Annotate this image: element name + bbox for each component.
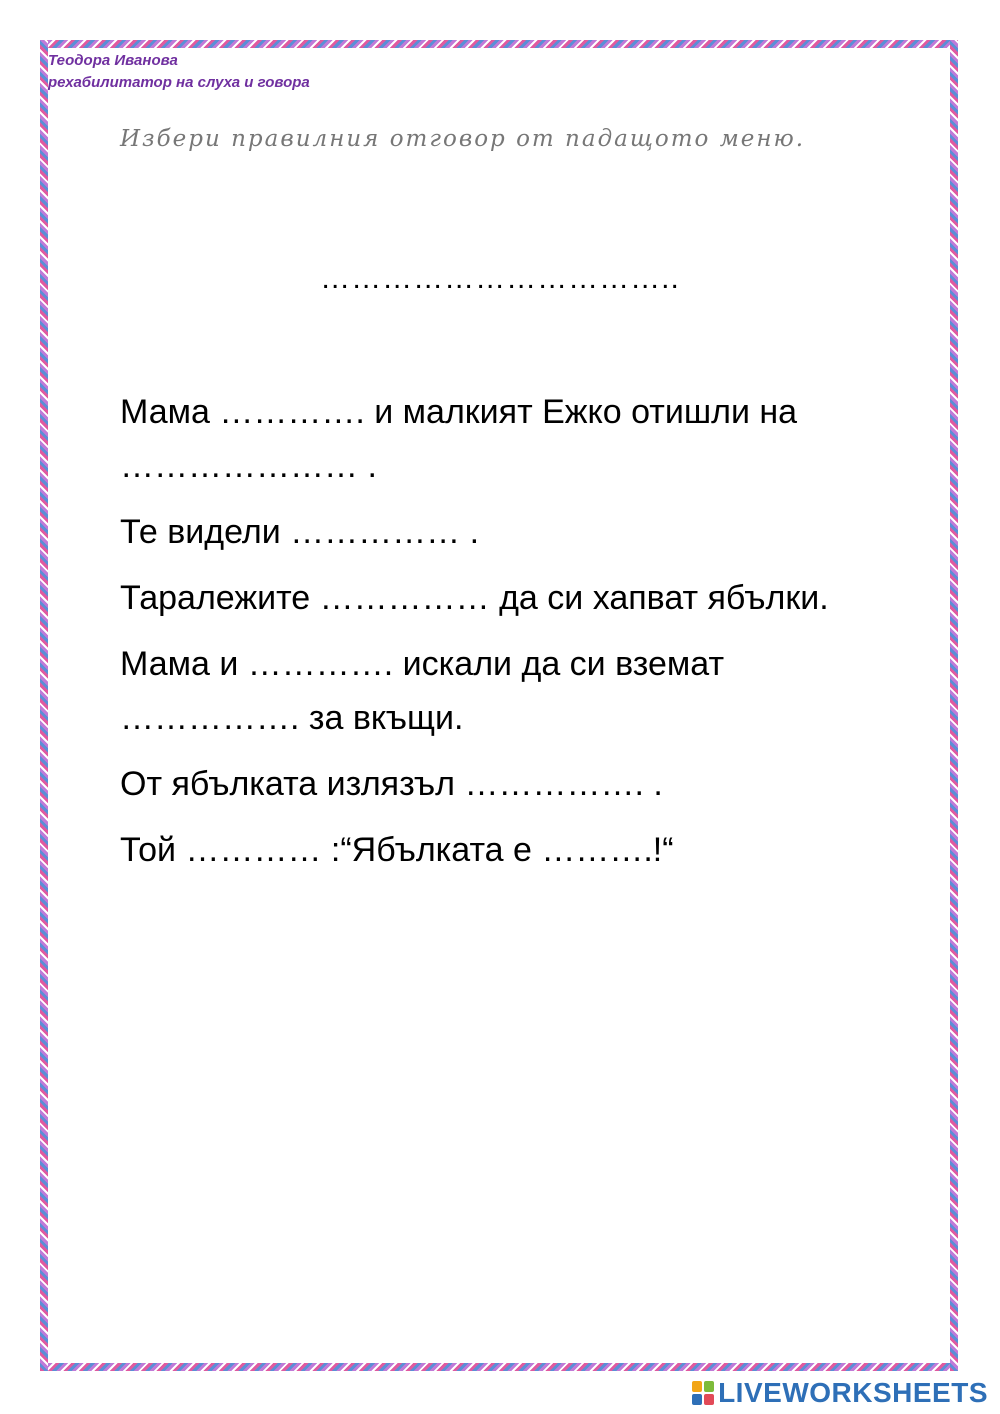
title-blank[interactable]: …………………………….. (320, 262, 680, 295)
liveworksheets-logo (692, 1378, 988, 1408)
brand-name: LIVEWORKSHEETS (718, 1377, 988, 1408)
story-line-6: Той ………… :“Ябълката е ……….!“ (120, 831, 674, 869)
story-line-2: Те видели …………… . (120, 513, 480, 551)
liveworksheets-icon (692, 1381, 714, 1405)
story-line-4: Мама и …………. искали да си вземат ……………. за вкъщи. (120, 645, 725, 737)
instruction-text: Избери правилния отговор от падащото меню. (120, 126, 806, 152)
logo-square-2 (704, 1381, 714, 1392)
logo-square-1 (692, 1381, 702, 1392)
author-name: Теодора Иванова (48, 52, 178, 69)
story-text (120, 385, 880, 889)
story-line-5: От ябълката излязъл ……………. . (120, 765, 663, 803)
border-left (40, 40, 48, 1371)
author-block (48, 50, 310, 94)
logo-square-4 (704, 1394, 714, 1405)
border-right (950, 40, 958, 1371)
story-line-1: Мама …………. и малкият Ежко отишли на ………………… . (120, 393, 798, 485)
story-line-3: Таралежите …………… да си хапват ябълки. (120, 579, 829, 617)
border-bottom (40, 1363, 958, 1371)
author-role: рехабилитатор на слуха и говора (48, 74, 310, 91)
logo-square-3 (692, 1394, 702, 1405)
border-top (40, 40, 958, 48)
